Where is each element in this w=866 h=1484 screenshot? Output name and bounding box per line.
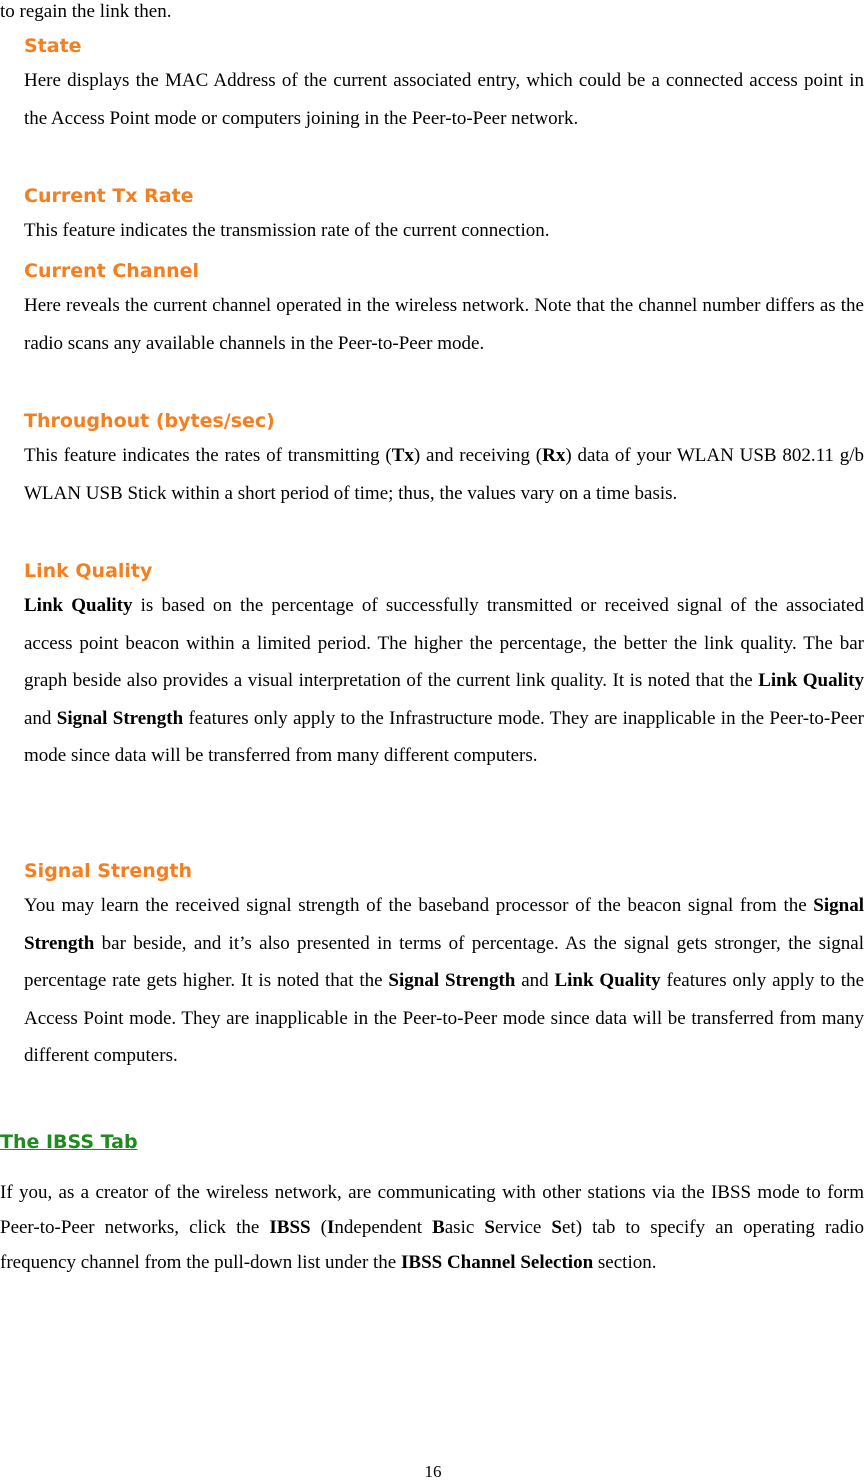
section-current-tx-rate	[24, 184, 864, 250]
section-body: This feature indicates the transmission rate of the current connection.	[24, 220, 550, 241]
section-heading: Link Quality	[24, 560, 153, 582]
ibss-tab-body: If you, as a creator of the wireless network, are communicating with other stations via the IBSS mode to form Peer-to-Peer networks, click the IBSS (Independent Basic Service Set) tab to specify an operating radio frequency channel from the pull-down list under the IBSS Channel Selection section.	[0, 1182, 865, 1273]
section-body: Here reveals the current channel operated in the wireless network. Note that the channel number differs as the radio scans any available channels in the Peer-to-Peer mode.	[24, 295, 864, 354]
section-heading: Signal Strength	[24, 860, 193, 882]
section-heading: Throughout (bytes/sec)	[24, 410, 275, 432]
section-heading: Current Tx Rate	[24, 185, 194, 207]
section-state	[24, 34, 864, 137]
ibss-tab-heading: The IBSS Tab	[0, 1131, 138, 1153]
section-body: Here displays the MAC Address of the current associated entry, which could be a connected access point in the Access Point mode or computers joining in the Peer-to-Peer network.	[24, 70, 864, 129]
section-heading: Current Channel	[24, 260, 200, 282]
section-current-channel	[24, 259, 864, 362]
section-body: Link Quality is based on the percentage of successfully transmitted or received signal of the associated access point beacon within a limited period. The higher the percentage, the better the link quality. The bar graph beside also provides a visual interpretation of the current link quality. It is noted that the Link Quality and Signal Strength features only apply to the Infrastructure mode. They are inapplicable in the Peer-to-Peer mode since data will be transferred from many different computers.	[24, 595, 864, 766]
section-link-quality	[24, 559, 864, 775]
section-heading: State	[24, 35, 82, 57]
lead-text: to regain the link then.	[0, 1, 172, 22]
section-body: This feature indicates the rates of transmitting (Tx) and receiving (Rx) data of your WLAN USB 802.11 g/b WLAN USB Stick within a short period of time; thus, the values vary on a time basis.	[24, 445, 864, 504]
section-signal-strength	[24, 859, 864, 1075]
section-throughput	[24, 409, 864, 512]
page-number: 16	[424, 1462, 442, 1481]
section-body: You may learn the received signal strength of the baseband processor of the beacon signal from the Signal Strength bar beside, and it’s also presented in terms of percentage. As the signal gets stronger, the signal percentage rate gets higher. It is noted that the Signal Strength and Link Quality features only apply to the Access Point mode. They are inapplicable in the Peer-to-Peer mode since data will be transferred from many different computers.	[24, 895, 865, 1066]
